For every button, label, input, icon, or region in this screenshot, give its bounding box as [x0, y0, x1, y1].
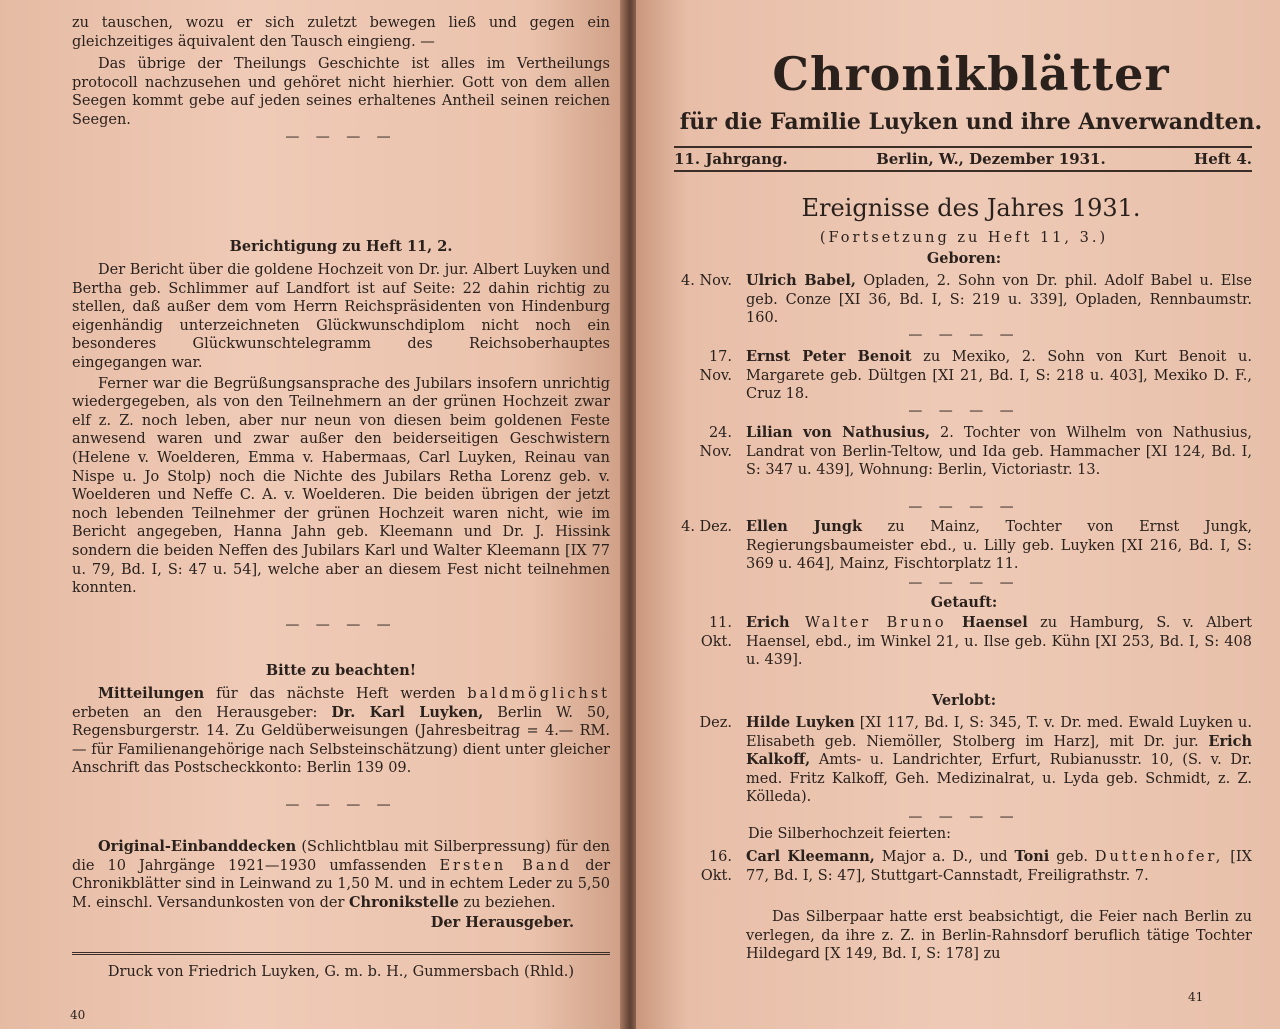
entry-body: Major a. D., und [874, 849, 1015, 865]
issue-bar [674, 146, 1252, 172]
binding-text [72, 838, 610, 912]
entry-body-3: [IX 77, Bd. I, S: 47], Stuttgart-Cannstadt, Freiligrathstr. 7. [746, 849, 1252, 884]
entry-text [746, 714, 1252, 807]
continuation-note: (Fortsetzung zu Heft 11, 3.) [819, 230, 1109, 246]
binding-office: Chronikstelle [349, 893, 459, 911]
notice-title: Bitte zu beachten! [265, 662, 417, 679]
left-top-text [72, 14, 610, 130]
paragraph: zu tauschen, wozu er sich zuletzt bewegen ließ und gegen ein gleichzeitiges äquivalent den Tausch eingieng. — [72, 15, 610, 50]
notice-section [72, 662, 610, 778]
birth-entry [676, 424, 1252, 480]
entry-name-spaced: Duttenhofer, [1094, 849, 1224, 865]
paragraph: Das übrige der Theilungs Geschichte ist alles im Vertheilungs protocoll nachzusehen und gehöret nicht hierhier. Gott von dem allen Seegen kommt gebe auf jeden seines erhaltenes Antheil seinen reichen Seegen. [72, 56, 610, 128]
binding-text-b: der Chronikblätter sind in Leinwand zu 1,50 M. und in echtem Leder zu 5,50 M. einschl. Versandunkosten von der [72, 857, 611, 911]
separator: — — — — [908, 575, 1020, 591]
separator: — — — — [908, 327, 1020, 343]
entry-name: Lilian von Nathusius, [746, 424, 931, 441]
entry-date: 11. Okt. [700, 615, 732, 650]
printer-line: Druck von Friedrich Luyken, G. m. b. H., Gummersbach (Rhld.) [107, 964, 575, 980]
entry-text [746, 348, 1252, 404]
entry-date: Dez. [699, 715, 732, 731]
entry-body: [XI 117, Bd. I, S: 345, T. v. Dr. med. Ewald Luyken u. Elisabeth geb. Niemöller, Stolberg im Harz], mit Dr. jur. [746, 715, 1253, 750]
entry-name: Ulrich Babel, [746, 272, 856, 289]
binding-text-c: zu beziehen. [458, 894, 556, 911]
entry-date: 4. Nov. [681, 273, 732, 289]
entry-body: zu Hamburg, S. v. Albert Haensel, ebd., im Winkel 21, u. Ilse geb. Kühn [XI 253, Bd. I, S: 408 u. 439]. [746, 615, 1252, 669]
entry-date: 16. Okt. [700, 849, 732, 884]
notice-text-a: für das nächste Heft werden [204, 686, 468, 702]
notice-text-c: Berlin W. 50, Regensburgerstr. 14. Zu Geldüberweisungen (Jahresbeitrag = 4.— RM. — für Familienangehörige nach Selbsteinschätzung) dient unter gleicher Anschrift das Postscheckkonto: Berlin 139 09. [72, 704, 611, 777]
binding-section [72, 838, 610, 933]
entry-name-surname: Haensel [962, 614, 1028, 631]
entry-text [746, 614, 1252, 670]
left-page [0, 0, 624, 1029]
masthead [676, 48, 1266, 136]
masthead-subtitle: für die Familie Luyken und ihre Anverwandten. [679, 109, 1263, 135]
entry-name: Ernst Peter Benoit [746, 348, 912, 365]
paragraph: Ferner war die Begrüßungsansprache des Jubilars insofern unrichtig wiedergegeben, als von den Teilnehmern an der grünen Hochzeit zwar elf z. Z. noch leben, aber nur neun von diesen beim goldenen Feste anwesend waren und zwar außer den beiderseitigen Geschwistern (Helene v. Woelderen, Emma v. Habermaas, Carl Luyken, Reinau van Nispe u. Jo Stolp) noch die Nichte des Jubilars Retha Lorenz geb. v. Woelderen und Neffe C. A. v. Woelderen. Die beiden übrigen der jetzt noch lebenden Teilnehmer der grünen Hochzeit waren nicht, wie im Bericht angegeben, Hanna Jahn geb. Kleemann und Dr. J. Hissink sondern die beiden Neffen des Jubilars Karl und Walter Kleemann [IX 77 u. 79, Bd. I, S: 47 u. 54], welche aber an diesem Fest nicht teilnehmen konnten. [72, 375, 610, 597]
category-born: Geboren: [926, 250, 1002, 267]
separator: — — — — [285, 797, 397, 813]
binding-text-a: (Schlichtblau mit Silberpressung) für den die 10 Jahrgänge 1921—1930 umfassenden [72, 839, 610, 874]
entry-name-2: Toni [1014, 848, 1050, 865]
issue-place-date: Berlin, W., Dezember 1931. [876, 150, 1106, 168]
entry-body-2: geb. [1049, 849, 1095, 865]
section-title: Ereignisse des Jahres 1931. [801, 194, 1141, 222]
binding-lead: Original-Einbanddecken [98, 838, 297, 855]
correction-section [72, 238, 610, 598]
entry-date: 24. Nov. [699, 425, 732, 460]
notice-spaced: baldmöglichst [467, 686, 610, 702]
notice-text-b: erbeten an den Herausgeber: [72, 704, 332, 721]
entry-text [746, 518, 1252, 574]
page-number-left: 40 [70, 1008, 86, 1022]
entry-text [746, 272, 1252, 328]
notice-text [72, 685, 610, 778]
silver-paragraph-wrap [676, 908, 1252, 964]
printer-rule [72, 952, 610, 955]
engagement-entry [676, 714, 1252, 807]
issue-number: Heft 4. [1194, 150, 1252, 168]
separator: — — — — [285, 617, 397, 633]
notice-editor: Dr. Karl Luyken, [331, 703, 484, 721]
entry-body-2: Amts- u. Landrichter, Erfurt, Rubianusstr. 10, (S. v. Dr. med. Fritz Kalkoff, Geh. Medizinalrat, u. Lyda geb. Schmidt, z. Z. Kölleda). [746, 752, 1252, 806]
issue-year: 11. Jahrgang. [674, 150, 788, 168]
entry-text [746, 848, 1252, 885]
entry-name-spaced: Walter Bruno [789, 615, 962, 631]
signature: Der Herausgeber. [430, 914, 574, 932]
entry-body: zu Mainz, Tochter von Ernst Jungk, Regierungsbaumeister ebd., u. Lilly geb. Luyken [XI 216, Bd. I, S: 369 u. 464], Mainz, Fischtorplatz 11. [746, 519, 1252, 573]
paragraph: Der Bericht über die goldene Hochzeit von Dr. jur. Albert Luyken und Bertha geb. Schlimmer auf Landfort ist auf Seite: 22 dahin richtig zu stellen, daß außer dem vom Herrn Reichspräsidenten von Hindenburg eigenhändig unterzeichneten Glückwunschdiplom nicht noch ein besonderes Glückwunschtelegramm des Reichsoberhauptes eingegangen war. [72, 262, 610, 371]
entry-name: Carl Kleemann, [746, 848, 875, 865]
separator: — — — — [908, 403, 1020, 419]
baptism-entry [676, 614, 1252, 670]
birth-entry [676, 348, 1252, 404]
entry-date: 4. Dez. [681, 519, 732, 535]
separator: — — — — [908, 499, 1020, 515]
entry-name: Erich [746, 614, 790, 631]
silver-heading: Die Silberhochzeit feierten: [748, 826, 952, 842]
notice-lead: Mitteilungen [98, 685, 205, 702]
silver-entry [676, 848, 1252, 885]
entry-date: 17. Nov. [699, 349, 732, 384]
entry-name: Hilde Luyken [746, 714, 855, 731]
separator: — — — — [285, 129, 397, 145]
binding-spaced: Ersten Band [439, 857, 573, 874]
paragraph: Das Silberpaar hatte erst beabsichtigt, die Feier nach Berlin zu verlegen, da ihre z. Z. in Berlin-Rahnsdorf beruflich tätige Tochter Hildegard [X 149, Bd. I, S: 178] zu [746, 909, 1252, 963]
masthead-title: Chronikblätter [772, 47, 1170, 101]
category-engaged: Verlobt: [931, 692, 997, 709]
entry-body: Opladen, 2. Sohn von Dr. phil. Adolf Babel u. Else geb. Conze [XI 36, Bd. I, S: 219 u. 339], Opladen, Rennbaumstr. 160. [746, 273, 1252, 327]
entry-name-2: Erich Kalkoff, [746, 732, 1252, 769]
birth-entry [676, 272, 1252, 328]
entry-text [746, 424, 1252, 480]
category-baptized: Getauft: [930, 594, 998, 611]
entry-body: zu Mexiko, 2. Sohn von Kurt Benoit u. Margarete geb. Dültgen [XI 21, Bd. I, S: 218 u. 403], Mexiko D. F., Cruz 18. [746, 349, 1252, 403]
entry-name: Ellen Jungk [746, 518, 863, 535]
correction-title: Berichtigung zu Heft 11, 2. [229, 238, 453, 255]
birth-entry [676, 518, 1252, 574]
page-number-right: 41 [1188, 990, 1204, 1004]
right-page [636, 0, 1280, 1029]
entry-body: 2. Tochter von Wilhelm von Nathusius, Landrat von Berlin-Teltow, und Ida geb. Hammacher [XI 124, Bd. I, S: 347 u. 439], Wohnung: Berlin, Victoriastr. 13. [746, 425, 1252, 479]
separator: — — — — [908, 809, 1020, 825]
